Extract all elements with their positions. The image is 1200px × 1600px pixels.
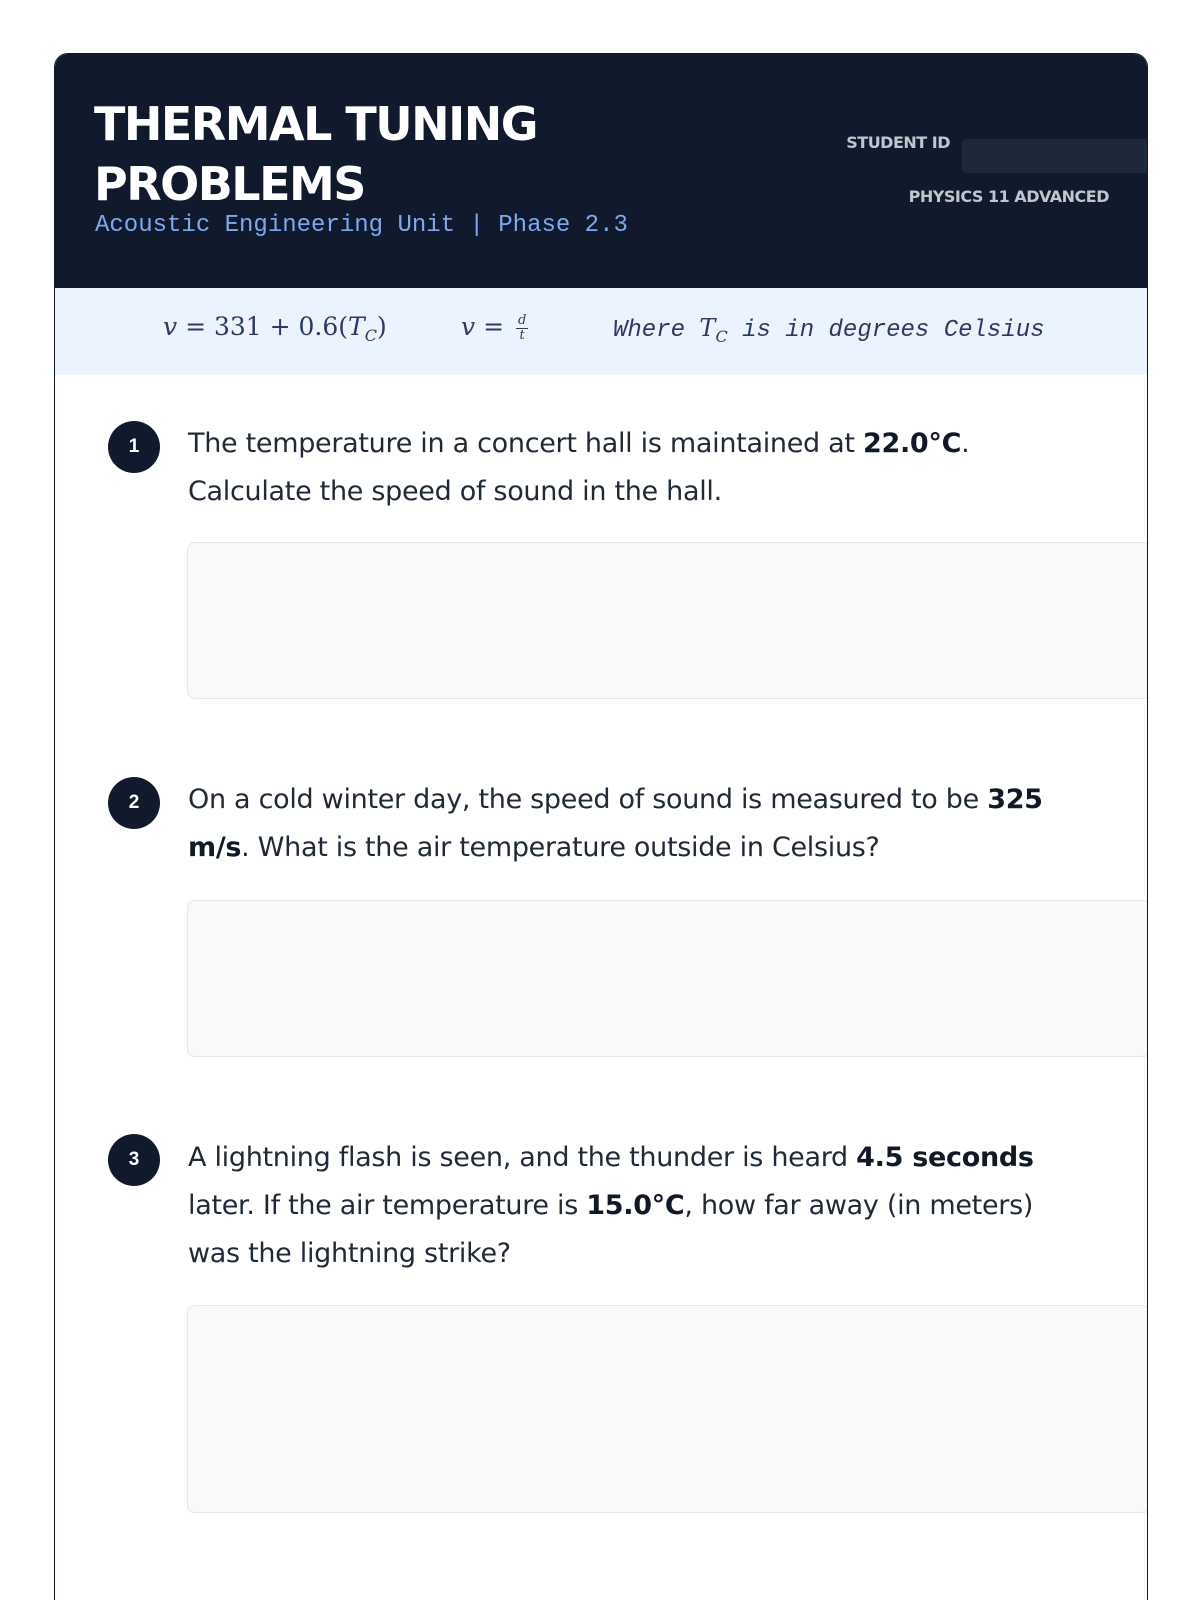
- student-id-field[interactable]: [962, 139, 1148, 173]
- unit-subtitle: Acoustic Engineering Unit | Phase 2.3: [95, 212, 628, 239]
- answer-box-1[interactable]: [187, 542, 1148, 699]
- question-2-text: On a cold winter day, the speed of sound is measured to be 325 m/s. What is the air temperature outside in Celsius?: [188, 784, 1043, 863]
- course-label: PHYSICS 11 ADVANCED: [908, 187, 1109, 206]
- formula-speed-distance: v = $\frac{d}{t}$: [461, 312, 527, 343]
- formula-speed-temperature: $v = 331 + 0.6(T_C)$: [163, 312, 387, 345]
- question-number-badge: 2: [108, 777, 160, 829]
- answer-box-3[interactable]: [187, 1305, 1148, 1513]
- question-number-badge: 1: [108, 421, 160, 473]
- answer-box-2[interactable]: [187, 900, 1148, 1057]
- worksheet: [54, 53, 1148, 1600]
- question-3-text: A lightning flash is seen, and the thunder is heard 4.5 seconds later. If the air temperature is 15.0°C, how far away (in meters) was the lightning strike?: [188, 1142, 1034, 1269]
- page-title: THERMAL TUNING PROBLEMS: [94, 97, 538, 211]
- student-id-label: STUDENT ID: [846, 133, 950, 152]
- formula-note: Where $T_C$ is in degrees Celsius: [613, 314, 1045, 346]
- worksheet-header: [55, 54, 1147, 288]
- question-1-text: The temperature in a concert hall is maintained at 22.0°C. Calculate the speed of sound in the hall.: [188, 428, 970, 507]
- question-number-badge: 3: [108, 1134, 160, 1186]
- formula-bar: [55, 288, 1147, 375]
